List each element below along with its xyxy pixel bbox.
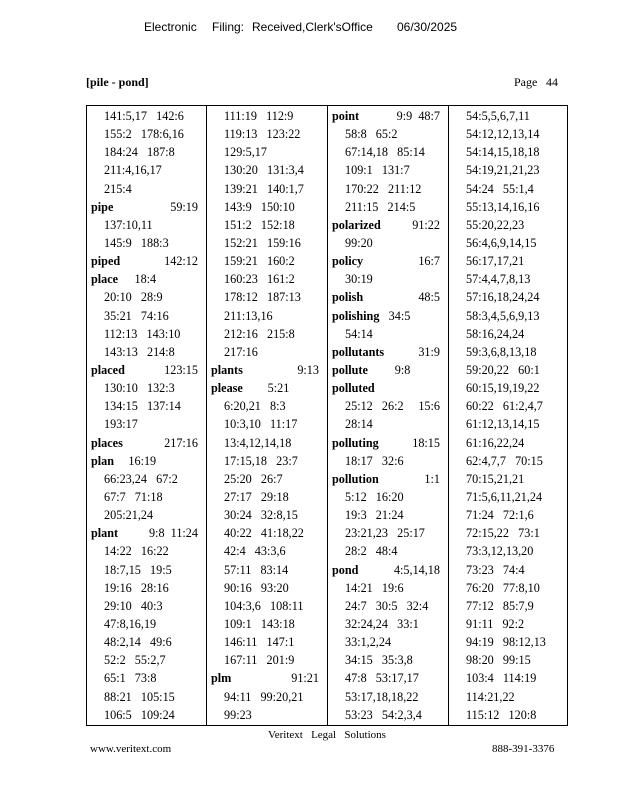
index-refs-line: 119:13 123:22 — [224, 127, 301, 142]
index-term: policy — [332, 254, 364, 269]
index-refs-line: 211:4,16,17 — [104, 163, 162, 178]
index-range: [pile - pond] — [86, 75, 149, 89]
index-entry — [87, 361, 206, 379]
index-refs-line: 129:5,17 — [224, 145, 267, 160]
index-refs-line: 13:4,12,14,18 — [224, 435, 292, 450]
index-refs-line: 19:3 21:24 — [345, 508, 404, 523]
index-refs-line: 47:8 53:17,17 — [345, 671, 419, 686]
index-refs: 18:4 — [134, 272, 157, 287]
index-refs-line: 18:17 32:6 — [345, 453, 404, 468]
index-refs-line: 90:16 93:20 — [224, 580, 289, 595]
index-refs-line: 77:12 85:7,9 — [466, 598, 534, 613]
index-refs-line: 106:5 109:24 — [104, 707, 175, 722]
index-refs-line: 66:23,24 67:2 — [104, 471, 178, 486]
index-entry — [328, 470, 448, 488]
index-refs-line: 54:19,21,21,23 — [466, 163, 540, 178]
index-refs: 91:22 — [412, 217, 440, 232]
index-entry — [87, 270, 206, 288]
index-refs-line: 54:5,5,6,7,11 — [466, 109, 530, 123]
index-refs-line: 211:13,16 — [224, 308, 273, 323]
index-entry — [328, 361, 448, 379]
index-refs-line: 91:11 92:2 — [466, 616, 525, 631]
index-refs-line: 155:2 178:6,16 — [104, 127, 184, 142]
index-term: polluting — [332, 435, 379, 450]
index-refs: 5:21 — [267, 381, 290, 396]
index-refs-line: 88:21 105:15 — [104, 689, 175, 704]
index-refs: 9:8 — [394, 362, 411, 377]
index-refs-line: 71:5,6,11,21,24 — [466, 489, 543, 504]
index-refs-line: 130:20 131:3,4 — [224, 163, 304, 178]
index-refs: 18:15 — [412, 435, 440, 450]
index-entry — [328, 434, 448, 452]
index-refs-line: 67:7 71:18 — [104, 489, 163, 504]
index-term: plants — [211, 362, 243, 377]
index-refs-line: 42:4 43:3,6 — [224, 544, 286, 559]
index-refs-line: 167:11 201:9 — [224, 653, 295, 668]
index-refs-line: 170:22 211:12 — [345, 181, 422, 196]
index-refs-line: 178:12 187:13 — [224, 290, 301, 305]
index-refs-line: 137:10,11 — [104, 217, 153, 232]
footer-company: Veritext Legal Solutions — [268, 729, 386, 741]
header-date: 06/30/2025 — [397, 20, 458, 34]
page-number: 44 — [546, 75, 558, 89]
index-refs: 15:6 — [418, 399, 440, 414]
index-entry — [207, 669, 327, 687]
index-refs-line: 151:2 152:18 — [224, 217, 295, 232]
index-term: point — [332, 109, 360, 123]
index-refs-line: 19:16 28:16 — [104, 580, 169, 595]
index-term: places — [91, 435, 123, 450]
index-refs: 217:16 — [164, 435, 198, 450]
index-refs: 123:15 — [164, 362, 198, 377]
index-refs-line: 215:4 — [104, 181, 132, 196]
header-received: Received,Clerk'sOffice — [252, 20, 373, 34]
index-refs-line: 54:12,12,13,14 — [466, 127, 540, 142]
index-refs-line: 115:12 120:8 — [466, 707, 537, 722]
header-filing: Filing: — [212, 20, 245, 34]
index-refs-line: 56:4,6,9,14,15 — [466, 235, 537, 250]
index-refs-line: 54:14,15,18,18 — [466, 145, 540, 160]
index-refs: 59:19 — [170, 199, 198, 214]
index-refs-line: 48:2,14 49:6 — [104, 635, 172, 650]
index-refs-line: 47:8,16,19 — [104, 616, 157, 631]
index-refs-line: 160:23 161:2 — [224, 272, 295, 287]
index-entry — [328, 288, 448, 306]
index-refs-line: 40:22 41:18,22 — [224, 526, 304, 541]
index-entry — [87, 452, 206, 470]
index-refs-line: 143:13 214:8 — [104, 344, 175, 359]
index-refs-line: 61:12,13,14,15 — [466, 417, 540, 432]
index-refs-line: 134:15 137:14 — [104, 399, 181, 414]
index-refs-line: 59:3,6,8,13,18 — [466, 344, 537, 359]
index-refs-line: 73:3,12,13,20 — [466, 544, 534, 559]
index-refs-line: 5:12 16:20 — [345, 489, 404, 504]
index-refs-line: 52:2 55:2,7 — [104, 653, 166, 668]
index-refs-line: 53:17,18,18,22 — [345, 689, 419, 704]
index-term: polishing — [332, 308, 380, 323]
index-term: plm — [211, 671, 232, 686]
index-refs-line: 109:1 143:18 — [224, 616, 295, 631]
header-electronic: Electronic — [144, 20, 197, 34]
index-refs-line: 109:1 131:7 — [345, 163, 410, 178]
index-refs: 91:21 — [291, 671, 319, 686]
index-refs-line: 145:9 188:3 — [104, 235, 169, 250]
index-refs-line: 55:20,22,23 — [466, 217, 525, 232]
index-refs: 9:13 — [297, 362, 319, 377]
index-refs-line: 53:23 54:2,3,4 — [345, 707, 422, 722]
index-refs-line: 54:14 — [345, 326, 373, 341]
index-entry — [87, 252, 206, 270]
index-refs-line: 98:20 99:15 — [466, 653, 531, 668]
index-refs-line: 35:21 74:16 — [104, 308, 169, 323]
index-refs: 48:5 — [418, 290, 440, 305]
index-term: please — [211, 381, 243, 396]
index-entry — [328, 252, 448, 270]
index-entry — [328, 343, 448, 361]
index-refs-line: 130:10 132:3 — [104, 381, 175, 396]
index-refs-line: 23:21,23 25:17 — [345, 526, 425, 541]
index-refs-line: 14:22 16:22 — [104, 544, 169, 559]
index-column-1 — [87, 106, 206, 725]
index-refs-line: 99:20 — [345, 235, 373, 250]
index-refs-line: 70:15,21,21 — [466, 471, 525, 486]
index-refs-line: 32:24,24 33:1 — [345, 616, 419, 631]
footer-website: www.veritext.com — [90, 743, 172, 755]
index-refs-line: 114:21,22 — [466, 689, 515, 704]
index-refs-line: 27:17 29:18 — [224, 489, 289, 504]
index-refs-line: 59:20,22 60:1 — [466, 362, 540, 377]
index-refs: 31:9 — [418, 344, 440, 359]
index-refs: 9:9 48:7 — [396, 109, 440, 123]
index-entry — [328, 561, 448, 579]
index-column-2 — [206, 106, 327, 725]
index-refs-line: 104:3,6 108:11 — [224, 598, 304, 613]
page-label: Page — [514, 75, 538, 89]
index-term: pond — [332, 562, 359, 577]
index-term: plant — [91, 526, 119, 541]
index-refs: 9:8 11:24 — [149, 526, 198, 541]
index-term: placed — [91, 362, 125, 377]
index-entry — [328, 307, 448, 325]
index-refs-line: 60:22 61:2,4,7 — [466, 399, 543, 414]
index-refs-line: 193:17 — [104, 417, 138, 432]
index-refs-line: 18:7,15 19:5 — [104, 562, 172, 577]
index-refs-line: 67:14,18 85:14 — [345, 145, 425, 160]
index-refs-line: 28:2 48:4 — [345, 544, 398, 559]
index-refs-line: 99:23 — [224, 707, 252, 722]
index-refs: 34:5 — [388, 308, 411, 323]
index-entry — [87, 198, 206, 216]
index-refs-line: 112:13 143:10 — [104, 326, 181, 341]
index-refs-line: 76:20 77:8,10 — [466, 580, 540, 595]
index-refs-line: 30:24 32:8,15 — [224, 508, 298, 523]
index-refs-line: 184:24 187:8 — [104, 145, 175, 160]
index-refs-line: 217:16 — [224, 344, 258, 359]
index-refs-line: 57:16,18,24,24 — [466, 290, 540, 305]
index-refs-line: 58:8 65:2 — [345, 127, 398, 142]
index-refs-line: 20:10 28:9 — [104, 290, 163, 305]
index-term: pollution — [332, 471, 379, 486]
index-refs: 1:1 — [424, 471, 440, 486]
index-term: pollutants — [332, 344, 385, 359]
index-refs-line: 58:3,4,5,6,9,13 — [466, 308, 540, 323]
index-refs-line: 57:4,4,7,8,13 — [466, 272, 531, 287]
index-refs-line: 211:15 214:5 — [345, 199, 416, 214]
index-table — [86, 105, 568, 726]
index-refs-line: 141:5,17 142:6 — [104, 109, 184, 123]
index-refs-line: 25:12 26:2 — [345, 399, 404, 414]
index-refs-line: 61:16,22,24 — [466, 435, 525, 450]
index-refs-line: 143:9 150:10 — [224, 199, 295, 214]
index-refs-line: 57:11 83:14 — [224, 562, 289, 577]
index-column-3 — [327, 106, 448, 725]
index-refs-line: 73:23 74:4 — [466, 562, 525, 577]
index-refs: 4:5,14,18 — [393, 562, 440, 577]
index-refs-line: 60:15,19,19,22 — [466, 381, 540, 396]
index-entry — [87, 524, 206, 542]
index-term: pollute — [332, 362, 368, 377]
index-entry — [87, 434, 206, 452]
index-refs-line: 6:20,21 8:3 — [224, 399, 286, 414]
index-refs-line: 30:19 — [345, 272, 373, 287]
index-refs-line: 14:21 19:6 — [345, 580, 404, 595]
index-refs-line: 139:21 140:1,7 — [224, 181, 304, 196]
index-refs: 16:19 — [128, 453, 157, 468]
index-entry — [328, 107, 448, 125]
index-entry — [328, 216, 448, 234]
index-term: piped — [91, 254, 121, 269]
index-refs-line: 55:13,14,16,16 — [466, 199, 540, 214]
index-term: polluted — [332, 381, 375, 396]
index-refs-line: 159:21 160:2 — [224, 254, 295, 269]
index-refs-line: 94:11 99:20,21 — [224, 689, 304, 704]
index-column-4 — [448, 106, 569, 725]
index-refs-line: 146:11 147:1 — [224, 635, 295, 650]
index-refs-line: 71:24 72:1,6 — [466, 508, 534, 523]
index-refs-line: 34:15 35:3,8 — [345, 653, 413, 668]
index-entry — [207, 361, 327, 379]
index-term: place — [91, 272, 119, 287]
index-refs-line: 152:21 159:16 — [224, 235, 301, 250]
index-refs: 16:7 — [418, 254, 440, 269]
index-refs-line: 56:17,17,21 — [466, 254, 525, 269]
index-term: pipe — [91, 199, 114, 214]
index-refs-line: 24:7 30:5 32:4 — [345, 598, 429, 613]
index-refs-line: 65:1 73:8 — [104, 671, 157, 686]
index-refs-line: 111:19 112:9 — [224, 109, 294, 123]
index-refs-line: 10:3,10 11:17 — [224, 417, 298, 432]
index-refs-line: 29:10 40:3 — [104, 598, 163, 613]
index-refs-line: 58:16,24,24 — [466, 326, 525, 341]
index-refs-line: 54:24 55:1,4 — [466, 181, 534, 196]
footer-phone: 888-391-3376 — [492, 743, 555, 755]
index-term: plan — [91, 453, 115, 468]
index-term: polish — [332, 290, 364, 305]
index-refs: 142:12 — [164, 254, 198, 269]
index-refs-line: 33:1,2,24 — [345, 635, 392, 650]
index-entry — [207, 379, 327, 397]
index-term: polarized — [332, 217, 381, 232]
index-refs-line: 94:19 98:12,13 — [466, 635, 546, 650]
index-refs-line: 72:15,22 73:1 — [466, 526, 540, 541]
index-refs-line: 103:4 114:19 — [466, 671, 537, 686]
index-refs-line: 17:15,18 23:7 — [224, 453, 298, 468]
index-refs-line: 205:21,24 — [104, 508, 154, 523]
index-refs-line: 62:4,7,7 70:15 — [466, 453, 543, 468]
index-refs-line: 212:16 215:8 — [224, 326, 295, 341]
index-refs-line: 25:20 26:7 — [224, 471, 283, 486]
index-refs-line: 28:14 — [345, 417, 373, 432]
